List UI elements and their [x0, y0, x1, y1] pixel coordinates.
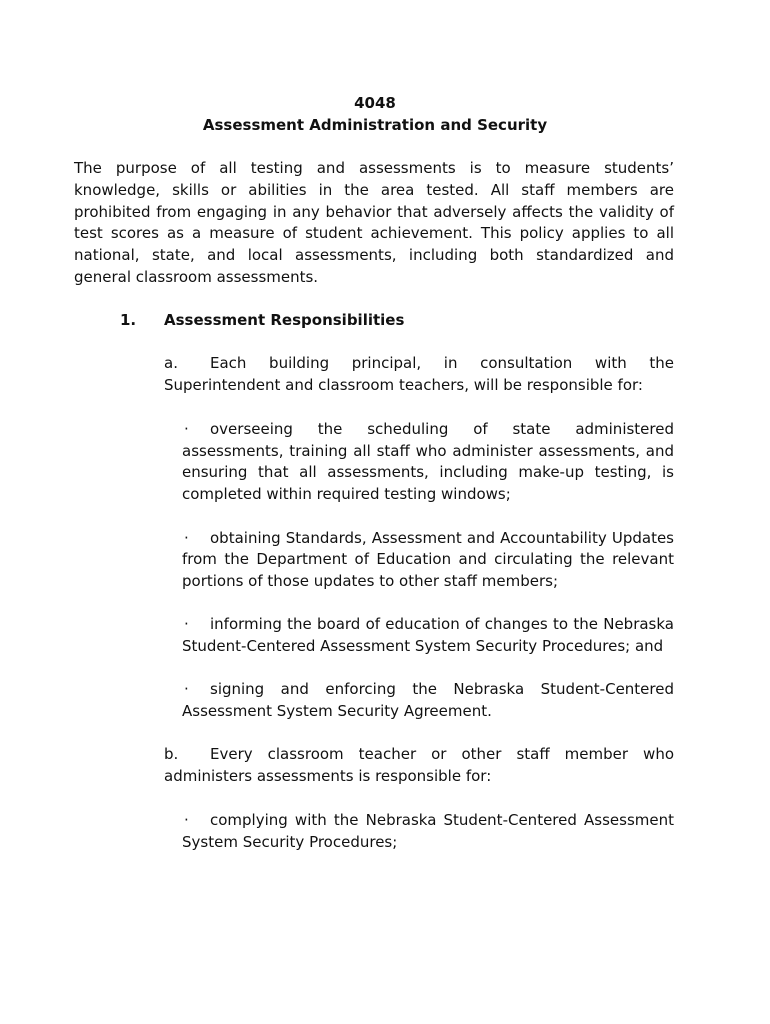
intro-line: general classroom assessments. [74, 268, 319, 286]
item-b-line: Every classroom teacher or other staff member who [210, 745, 674, 763]
item-a-line: Each building principal, in consultation with the [210, 354, 674, 372]
intro-line: The purpose of all testing and assessments is to measure students’ [74, 159, 674, 177]
bullet-line: Student-Centered Assessment System Security Procedures; and [182, 637, 664, 655]
intro-line: national, state, and local assessments, including both standardized and [74, 246, 674, 264]
item-b-marker: b. [164, 745, 179, 763]
bullet-line: assessments, training all staff who administer assessments, and [182, 442, 674, 460]
intro-line: knowledge, skills or abilities in the area tested. All staff members are [74, 181, 674, 199]
bullet-marker: · [184, 615, 189, 633]
bullet-line: overseeing the scheduling of state administered [210, 420, 674, 438]
policy-number: 4048 [354, 94, 396, 112]
bullet-line: informing the board of education of changes to the Nebraska [210, 615, 674, 633]
bullet-line: portions of those updates to other staff members; [182, 572, 559, 590]
item-b-line: administers assessments is responsible for: [164, 767, 492, 785]
bullet-line: from the Department of Education and circulating the relevant [182, 550, 674, 568]
bullet-marker: · [184, 529, 189, 547]
item-a-marker: a. [164, 354, 178, 372]
bullet-marker: · [184, 811, 189, 829]
policy-header [0, 92, 750, 136]
bullet-line: System Security Procedures; [182, 833, 398, 851]
bullet-line: complying with the Nebraska Student-Centered Assessment [210, 811, 674, 829]
bullet-line: ensuring that all assessments, including make-up testing, is [182, 463, 674, 481]
section-number: 1. [120, 311, 137, 329]
bullet-line: Assessment System Security Agreement. [182, 702, 492, 720]
bullet-line: obtaining Standards, Assessment and Accountability Updates [210, 529, 674, 547]
policy-title: Assessment Administration and Security [202, 116, 548, 134]
section-heading: Assessment Responsibilities [164, 311, 405, 329]
item-a-line: Superintendent and classroom teachers, will be responsible for: [164, 376, 643, 394]
bullet-marker: · [184, 680, 189, 698]
intro-line: prohibited from engaging in any behavior that adversely affects the validity of [74, 203, 674, 221]
intro-line: test scores as a measure of student achievement. This policy applies to all [74, 224, 674, 242]
bullet-marker: · [184, 420, 189, 438]
bullet-line: signing and enforcing the Nebraska Student-Centered [210, 680, 674, 698]
bullet-line: completed within required testing windows; [182, 485, 511, 503]
